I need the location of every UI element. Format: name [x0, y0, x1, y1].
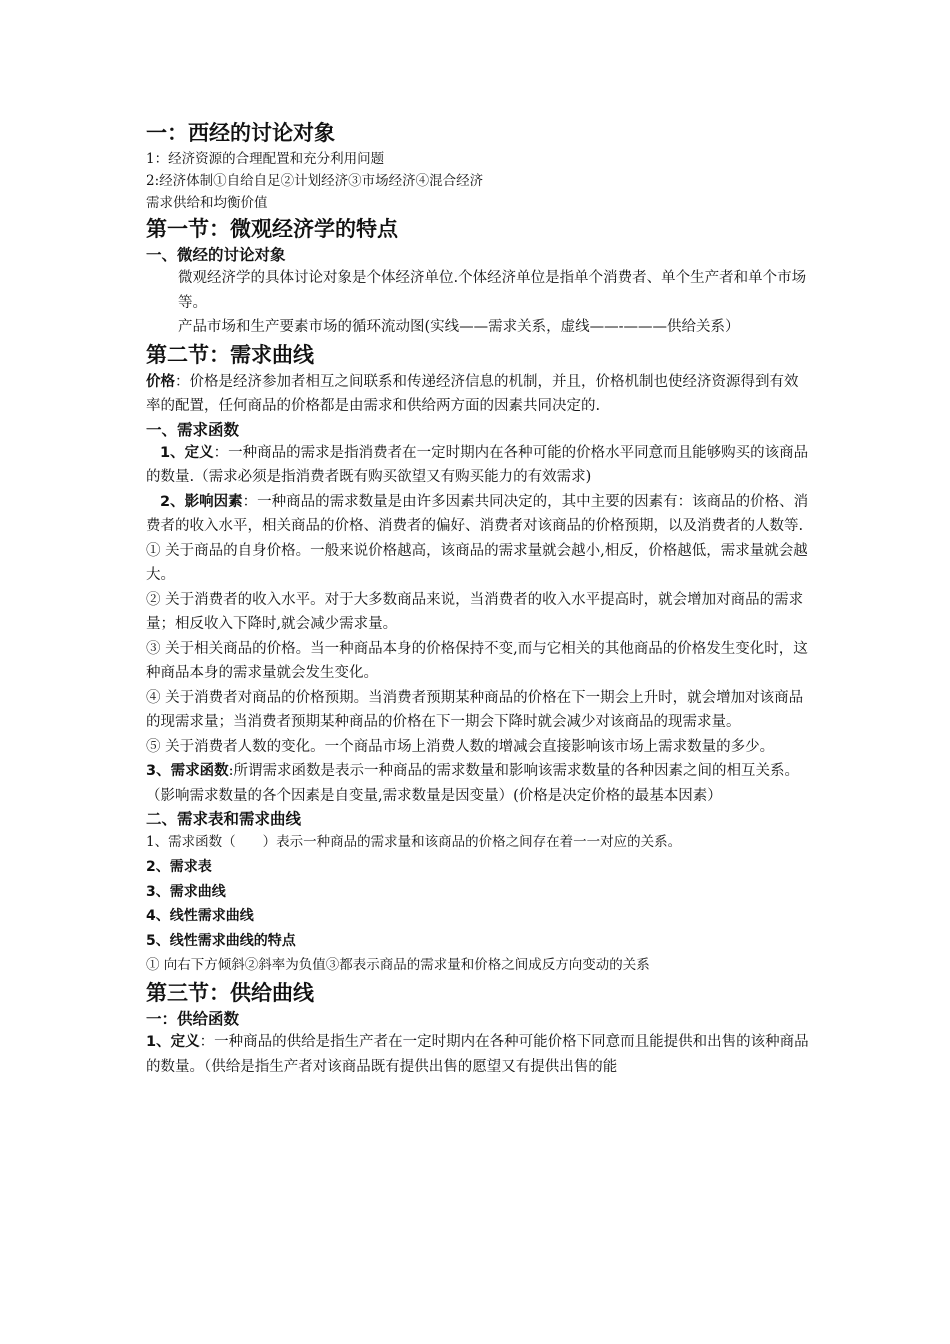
paragraph: [146, 370, 810, 419]
paragraph: 微观经济学的具体讨论对象是个体经济单位.个体经济单位是指单个消费者、单个生产者和单个市场等。: [178, 270, 807, 311]
paragraph: [146, 1030, 810, 1079]
paragraph: [146, 441, 810, 490]
heading-main: 一：西经的讨论对象: [146, 121, 335, 145]
list-item: ⑤ 关于消费者人数的变化。一个商品市场上消费人数的增减会直接影响该市场上需求数量的多少。: [146, 738, 775, 755]
term-text: ：一种商品的供给是指生产者在一定时期内在各种可能价格下同意而且能提供和出售的该种商品的数量。（供给是指生产者对该商品既有提供出售的愿望又有提供出售的能: [146, 1034, 809, 1075]
subheading: 二、需求表和需求曲线: [146, 810, 302, 828]
text-line: 1：经济资源的合理配置和充分利用问题: [146, 151, 385, 167]
list-item: 5、线性需求曲线的特点: [146, 932, 296, 949]
heading-section-2: 第二节：需求曲线: [146, 342, 314, 367]
document-body: [146, 118, 810, 1079]
heading-section-1: 第一节：微观经济学的特点: [146, 217, 398, 241]
paragraph: 产品市场和生产要素市场的循环流动图(实线——需求关系，虚线——-———供给关系）: [178, 319, 740, 335]
text-line: 需求供给和均衡价值: [146, 195, 268, 211]
term-label: 1、定义: [146, 1034, 200, 1050]
paragraph: [146, 759, 810, 808]
subheading: 一、微经的讨论对象: [146, 246, 286, 264]
subheading: 一：供给函数: [146, 1010, 240, 1028]
subheading: 一、需求函数: [146, 420, 240, 439]
text-line: 2:经济体制①自给自足②计划经济③市场经济④混合经济: [146, 173, 484, 189]
list-item: 4、线性需求曲线: [146, 908, 254, 924]
term-text: :所谓需求函数是表示一种商品的需求数量和影响该需求数量的各种因素之间的相互关系。（影响需求数量的各个因素是自变量,需求数量是因变量）(价格是决定价格的最基本因素）: [146, 763, 799, 804]
term-text: ：价格是经济参加者相互之间联系和传递经济信息的机制，并且，价格机制也使经济资源得到有效率的配置，任何商品的价格都是由需求和供给两方面的因素共同决定的.: [146, 373, 799, 414]
term-label: 1、定义: [160, 444, 214, 461]
list-item: ④ 关于消费者对商品的价格预期。当消费者预期某种商品的价格在下一期会上升时，就会增加对该商品的现需求量；当消费者预期某种商品的价格在下一期会下降时就会减少对该商品的现需求量。: [146, 689, 804, 730]
term-text: ：一种商品的需求是指消费者在一定时期内在各种可能的价格水平同意而且能够购买的该商品的数量.（需求必须是指消费者既有购买欲望又有购买能力的有效需求): [146, 444, 809, 485]
list-item: ② 关于消费者的收入水平。对于大多数商品来说，当消费者的收入水平提高时，就会增加对商品的需求量；相反收入下降时,就会减少需求量。: [146, 591, 804, 632]
term-text: ：一种商品的需求数量是由许多因素共同决定的，其中主要的因素有：该商品的价格、消费者的收入水平，相关商品的价格、消费者的偏好、消费者对该商品的价格预期，以及消费者的人数等.: [146, 493, 809, 534]
list-item: ① 关于商品的自身价格。一般来说价格越高，该商品的需求量就会越小,相反，价格越低，需求量就会越大。: [146, 542, 808, 583]
heading-section-3: 第三节：供给曲线: [146, 981, 314, 1005]
term-label: 价格: [146, 373, 175, 390]
list-item: 2、需求表: [146, 859, 212, 875]
list-item: ① 向右下方倾斜②斜率为负值③都表示商品的需求量和价格之间成反方向变动的关系: [146, 957, 650, 973]
paragraph: [146, 490, 810, 539]
list-item: ③ 关于相关商品的价格。当一种商品本身的价格保持不变,而与它相关的其他商品的价格发生变化时，这种商品本身的需求量就会发生变化。: [146, 640, 808, 681]
list-item: 1、需求函数（ ）表示一种商品的需求量和该商品的价格之间存在着一一对应的关系。: [146, 834, 682, 850]
list-item: 3、需求曲线: [146, 883, 226, 900]
term-label: 2、影响因素: [160, 493, 243, 510]
term-label: 3、需求函数: [146, 763, 229, 779]
